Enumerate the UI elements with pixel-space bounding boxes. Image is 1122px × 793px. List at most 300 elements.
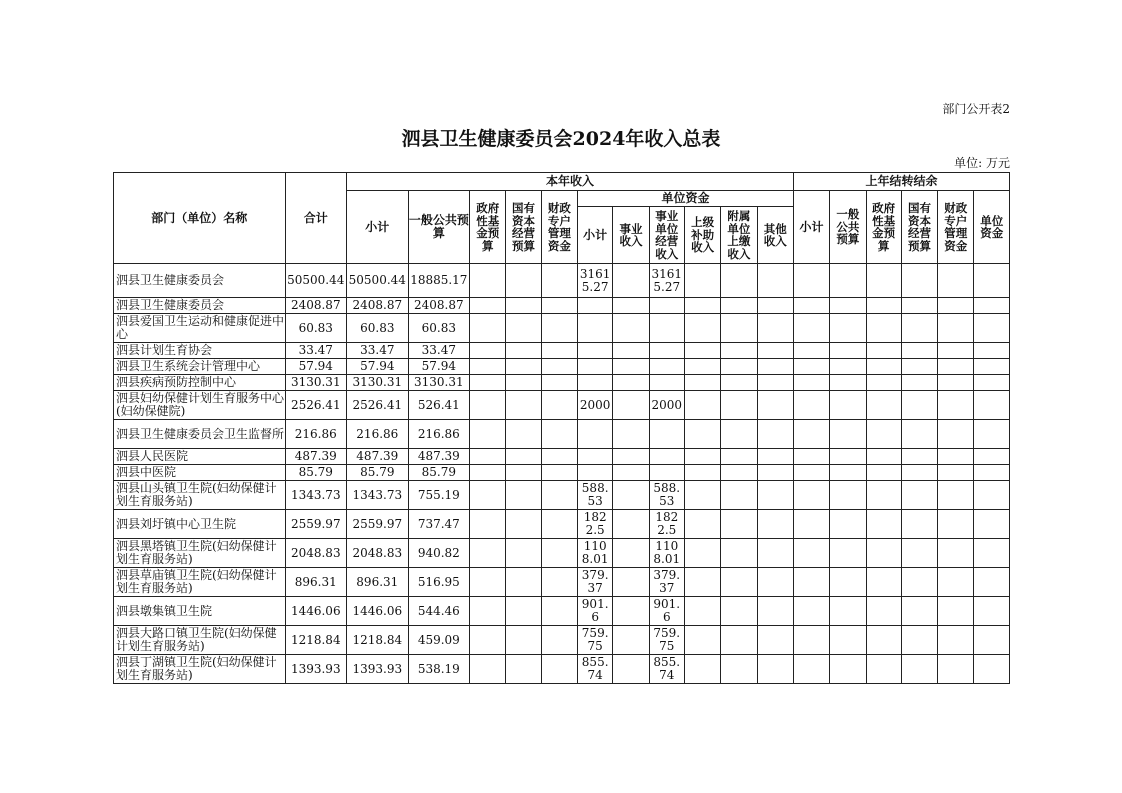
- empty-cell: [470, 510, 506, 539]
- empty-cell: [470, 481, 506, 510]
- empty-cell: [830, 539, 866, 568]
- row-unit-funds-subtotal: 379.37: [578, 568, 613, 597]
- empty-cell: [506, 597, 541, 626]
- table-row: [114, 449, 1010, 465]
- row-total: 2408.87: [285, 298, 347, 314]
- empty-cell: [506, 449, 541, 465]
- empty-cell: [974, 481, 1010, 510]
- row-subtotal: 2048.83: [347, 539, 409, 568]
- empty-cell: [830, 264, 866, 298]
- empty-cell: [470, 264, 506, 298]
- empty-cell: [613, 391, 649, 420]
- empty-cell: [506, 298, 541, 314]
- empty-cell: [613, 465, 649, 481]
- empty-cell: [830, 597, 866, 626]
- empty-cell: [757, 539, 793, 568]
- empty-cell: [541, 539, 577, 568]
- empty-cell: [470, 539, 506, 568]
- empty-cell: [613, 510, 649, 539]
- empty-cell: [866, 465, 901, 481]
- empty-cell: [901, 568, 937, 597]
- empty-cell: [866, 375, 901, 391]
- row-unit-funds-subtotal: 901.6: [578, 597, 613, 626]
- table-body: [114, 264, 1010, 684]
- empty-cell: [470, 449, 506, 465]
- row-general-budget: 216.86: [408, 420, 470, 449]
- empty-cell: [470, 298, 506, 314]
- row-total: 2048.83: [285, 539, 347, 568]
- empty-cell: [866, 264, 901, 298]
- empty-cell: [506, 359, 541, 375]
- empty-cell: [613, 481, 649, 510]
- empty-cell: [901, 539, 937, 568]
- row-subtotal: 216.86: [347, 420, 409, 449]
- empty-cell: [974, 539, 1010, 568]
- empty-cell: [721, 314, 757, 343]
- row-total: 50500.44: [285, 264, 347, 298]
- empty-cell: [793, 314, 829, 343]
- empty-cell: [470, 420, 506, 449]
- empty-cell: [974, 568, 1010, 597]
- row-business-income: [649, 449, 684, 465]
- empty-cell: [541, 597, 577, 626]
- empty-cell: [470, 655, 506, 684]
- empty-cell: [470, 391, 506, 420]
- row-business-income: [649, 465, 684, 481]
- empty-cell: [721, 481, 757, 510]
- header-prev-fiscal: 财政专户管理资金: [938, 191, 974, 264]
- row-business-income: 379.37: [649, 568, 684, 597]
- row-subtotal: 33.47: [347, 343, 409, 359]
- empty-cell: [684, 465, 720, 481]
- empty-cell: [684, 391, 720, 420]
- row-name: 泗县卫生系统会计管理中心: [114, 359, 286, 375]
- row-general-budget: 755.19: [408, 481, 470, 510]
- row-business-income: 31615.27: [649, 264, 684, 298]
- empty-cell: [866, 510, 901, 539]
- empty-cell: [901, 359, 937, 375]
- header-prev-general: 一般公共预算: [830, 191, 866, 264]
- empty-cell: [830, 626, 866, 655]
- empty-cell: [613, 449, 649, 465]
- row-general-budget: 57.94: [408, 359, 470, 375]
- empty-cell: [721, 420, 757, 449]
- row-business-income: [649, 343, 684, 359]
- empty-cell: [757, 375, 793, 391]
- row-business-income: [649, 375, 684, 391]
- empty-cell: [901, 655, 937, 684]
- row-business-income: 1108.01: [649, 539, 684, 568]
- row-total: 487.39: [285, 449, 347, 465]
- empty-cell: [721, 359, 757, 375]
- table-row: [114, 568, 1010, 597]
- header-uf-subtotal: 小计: [578, 207, 613, 264]
- empty-cell: [506, 481, 541, 510]
- row-general-budget: 2408.87: [408, 298, 470, 314]
- row-unit-funds-subtotal: 759.75: [578, 626, 613, 655]
- empty-cell: [974, 343, 1010, 359]
- row-total: 3130.31: [285, 375, 347, 391]
- empty-cell: [866, 568, 901, 597]
- empty-cell: [938, 264, 974, 298]
- row-unit-funds-subtotal: [578, 359, 613, 375]
- empty-cell: [793, 539, 829, 568]
- empty-cell: [613, 264, 649, 298]
- empty-cell: [974, 597, 1010, 626]
- row-general-budget: 33.47: [408, 343, 470, 359]
- empty-cell: [470, 626, 506, 655]
- empty-cell: [901, 597, 937, 626]
- empty-cell: [974, 510, 1010, 539]
- empty-cell: [866, 314, 901, 343]
- table-row: [114, 314, 1010, 343]
- empty-cell: [938, 568, 974, 597]
- row-business-income: [649, 314, 684, 343]
- empty-cell: [470, 314, 506, 343]
- row-name: 泗县计划生育协会: [114, 343, 286, 359]
- empty-cell: [757, 481, 793, 510]
- income-table: [113, 172, 1010, 684]
- row-name: 泗县黑塔镇卫生院(妇幼保健计划生育服务站): [114, 539, 286, 568]
- empty-cell: [541, 568, 577, 597]
- empty-cell: [470, 465, 506, 481]
- table-row: [114, 465, 1010, 481]
- header-general-budget: 一般公共预算: [408, 191, 470, 264]
- header-superior-subsidy: 上级补助收入: [684, 207, 720, 264]
- row-total: 1218.84: [285, 626, 347, 655]
- empty-cell: [938, 314, 974, 343]
- row-business-income: [649, 298, 684, 314]
- row-business-income: 901.6: [649, 597, 684, 626]
- empty-cell: [866, 449, 901, 465]
- empty-cell: [506, 343, 541, 359]
- empty-cell: [830, 298, 866, 314]
- row-subtotal: 2526.41: [347, 391, 409, 420]
- table-row: [114, 391, 1010, 420]
- empty-cell: [613, 375, 649, 391]
- empty-cell: [757, 314, 793, 343]
- row-unit-funds-subtotal: 855.74: [578, 655, 613, 684]
- row-general-budget: 538.19: [408, 655, 470, 684]
- empty-cell: [721, 343, 757, 359]
- empty-cell: [866, 343, 901, 359]
- empty-cell: [866, 420, 901, 449]
- header-state-capital: 国有资本经营预算: [506, 191, 541, 264]
- empty-cell: [721, 449, 757, 465]
- empty-cell: [830, 314, 866, 343]
- table-row: [114, 343, 1010, 359]
- empty-cell: [721, 655, 757, 684]
- header-unit-funds: 单位资金: [578, 191, 794, 207]
- row-subtotal: 57.94: [347, 359, 409, 375]
- row-name: 泗县疾病预防控制中心: [114, 375, 286, 391]
- row-unit-funds-subtotal: 1108.01: [578, 539, 613, 568]
- empty-cell: [830, 343, 866, 359]
- empty-cell: [757, 391, 793, 420]
- empty-cell: [757, 298, 793, 314]
- row-general-budget: 737.47: [408, 510, 470, 539]
- empty-cell: [470, 597, 506, 626]
- empty-cell: [684, 539, 720, 568]
- empty-cell: [901, 314, 937, 343]
- empty-cell: [901, 481, 937, 510]
- empty-cell: [901, 510, 937, 539]
- empty-cell: [974, 264, 1010, 298]
- empty-cell: [938, 298, 974, 314]
- empty-cell: [830, 420, 866, 449]
- empty-cell: [721, 391, 757, 420]
- empty-cell: [757, 449, 793, 465]
- empty-cell: [901, 626, 937, 655]
- empty-cell: [721, 626, 757, 655]
- empty-cell: [866, 626, 901, 655]
- empty-cell: [793, 359, 829, 375]
- row-total: 1446.06: [285, 597, 347, 626]
- row-general-budget: 18885.17: [408, 264, 470, 298]
- empty-cell: [866, 539, 901, 568]
- empty-cell: [830, 481, 866, 510]
- empty-cell: [793, 375, 829, 391]
- empty-cell: [721, 510, 757, 539]
- empty-cell: [938, 343, 974, 359]
- empty-cell: [793, 391, 829, 420]
- empty-cell: [793, 343, 829, 359]
- empty-cell: [938, 655, 974, 684]
- empty-cell: [866, 655, 901, 684]
- row-unit-funds-subtotal: 31615.27: [578, 264, 613, 298]
- empty-cell: [506, 510, 541, 539]
- empty-cell: [974, 420, 1010, 449]
- empty-cell: [684, 264, 720, 298]
- row-total: 216.86: [285, 420, 347, 449]
- empty-cell: [793, 626, 829, 655]
- empty-cell: [830, 510, 866, 539]
- empty-cell: [541, 510, 577, 539]
- empty-cell: [830, 568, 866, 597]
- table-row: [114, 626, 1010, 655]
- header-prev-subtotal: 小计: [793, 191, 829, 264]
- row-general-budget: 940.82: [408, 539, 470, 568]
- empty-cell: [938, 481, 974, 510]
- row-subtotal: 60.83: [347, 314, 409, 343]
- empty-cell: [721, 597, 757, 626]
- row-total: 85.79: [285, 465, 347, 481]
- row-unit-funds-subtotal: [578, 420, 613, 449]
- header-prev-state-capital: 国有资本经营预算: [901, 191, 937, 264]
- header-this-year: 本年收入: [347, 173, 794, 191]
- empty-cell: [613, 597, 649, 626]
- empty-cell: [866, 597, 901, 626]
- row-name: 泗县卫生健康委员会: [114, 298, 286, 314]
- empty-cell: [830, 655, 866, 684]
- row-name: 泗县卫生健康委员会卫生监督所: [114, 420, 286, 449]
- row-subtotal: 487.39: [347, 449, 409, 465]
- row-total: 60.83: [285, 314, 347, 343]
- table-row: [114, 375, 1010, 391]
- empty-cell: [541, 359, 577, 375]
- empty-cell: [541, 343, 577, 359]
- empty-cell: [541, 375, 577, 391]
- row-total: 2559.97: [285, 510, 347, 539]
- empty-cell: [793, 465, 829, 481]
- empty-cell: [938, 375, 974, 391]
- empty-cell: [757, 655, 793, 684]
- empty-cell: [901, 343, 937, 359]
- header-name: 部门（单位）名称: [114, 173, 286, 264]
- table-row: [114, 655, 1010, 684]
- table-row: [114, 298, 1010, 314]
- row-name: 泗县山头镇卫生院(妇幼保健计划生育服务站): [114, 481, 286, 510]
- row-name: 泗县丁湖镇卫生院(妇幼保健计划生育服务站): [114, 655, 286, 684]
- empty-cell: [830, 449, 866, 465]
- empty-cell: [684, 298, 720, 314]
- empty-cell: [684, 449, 720, 465]
- empty-cell: [684, 626, 720, 655]
- empty-cell: [757, 264, 793, 298]
- empty-cell: [684, 510, 720, 539]
- empty-cell: [938, 449, 974, 465]
- row-subtotal: 1218.84: [347, 626, 409, 655]
- row-business-income: 2000: [649, 391, 684, 420]
- row-subtotal: 896.31: [347, 568, 409, 597]
- empty-cell: [684, 314, 720, 343]
- empty-cell: [757, 420, 793, 449]
- empty-cell: [506, 465, 541, 481]
- empty-cell: [974, 655, 1010, 684]
- row-general-budget: 544.46: [408, 597, 470, 626]
- empty-cell: [684, 568, 720, 597]
- table-row: [114, 359, 1010, 375]
- row-name: 泗县中医院: [114, 465, 286, 481]
- table-row: [114, 481, 1010, 510]
- empty-cell: [613, 539, 649, 568]
- empty-cell: [506, 391, 541, 420]
- row-subtotal: 2559.97: [347, 510, 409, 539]
- empty-cell: [506, 264, 541, 298]
- row-total: 33.47: [285, 343, 347, 359]
- row-unit-funds-subtotal: [578, 465, 613, 481]
- empty-cell: [757, 510, 793, 539]
- row-unit-funds-subtotal: [578, 343, 613, 359]
- header-gov-fund: 政府性基金预算: [470, 191, 506, 264]
- row-general-budget: 459.09: [408, 626, 470, 655]
- row-subtotal: 2408.87: [347, 298, 409, 314]
- empty-cell: [793, 510, 829, 539]
- row-general-budget: 3130.31: [408, 375, 470, 391]
- row-business-income: [649, 420, 684, 449]
- empty-cell: [721, 568, 757, 597]
- row-subtotal: 1446.06: [347, 597, 409, 626]
- empty-cell: [721, 298, 757, 314]
- empty-cell: [866, 391, 901, 420]
- empty-cell: [506, 568, 541, 597]
- empty-cell: [684, 597, 720, 626]
- empty-cell: [721, 539, 757, 568]
- row-name: 泗县刘圩镇中心卫生院: [114, 510, 286, 539]
- row-name: 泗县卫生健康委员会: [114, 264, 286, 298]
- empty-cell: [938, 465, 974, 481]
- empty-cell: [506, 314, 541, 343]
- row-total: 1393.93: [285, 655, 347, 684]
- row-unit-funds-subtotal: 2000: [578, 391, 613, 420]
- empty-cell: [830, 465, 866, 481]
- empty-cell: [938, 420, 974, 449]
- row-unit-funds-subtotal: 1822.5: [578, 510, 613, 539]
- empty-cell: [938, 391, 974, 420]
- table-row: [114, 539, 1010, 568]
- empty-cell: [938, 510, 974, 539]
- empty-cell: [541, 481, 577, 510]
- empty-cell: [757, 465, 793, 481]
- row-unit-funds-subtotal: [578, 298, 613, 314]
- header-subtotal: 小计: [347, 191, 409, 264]
- empty-cell: [793, 449, 829, 465]
- header-other-income: 其他收入: [757, 207, 793, 264]
- empty-cell: [721, 375, 757, 391]
- empty-cell: [757, 343, 793, 359]
- empty-cell: [830, 391, 866, 420]
- empty-cell: [830, 359, 866, 375]
- empty-cell: [470, 343, 506, 359]
- empty-cell: [541, 264, 577, 298]
- empty-cell: [613, 298, 649, 314]
- empty-cell: [974, 359, 1010, 375]
- header-prev-year: 上年结转结余: [793, 173, 1009, 191]
- row-name: 泗县妇幼保健计划生育服务中心(妇幼保健院): [114, 391, 286, 420]
- empty-cell: [757, 359, 793, 375]
- row-subtotal: 50500.44: [347, 264, 409, 298]
- empty-cell: [506, 420, 541, 449]
- empty-cell: [793, 420, 829, 449]
- empty-cell: [866, 359, 901, 375]
- empty-cell: [974, 298, 1010, 314]
- row-general-budget: 526.41: [408, 391, 470, 420]
- row-subtotal: 3130.31: [347, 375, 409, 391]
- corner-note: 部门公开表2: [942, 102, 1010, 116]
- row-unit-funds-subtotal: 588.53: [578, 481, 613, 510]
- empty-cell: [541, 449, 577, 465]
- empty-cell: [506, 539, 541, 568]
- empty-cell: [793, 264, 829, 298]
- row-total: 1343.73: [285, 481, 347, 510]
- empty-cell: [613, 655, 649, 684]
- empty-cell: [793, 298, 829, 314]
- empty-cell: [793, 597, 829, 626]
- header-business-income: 事业单位经营收入: [649, 207, 684, 264]
- empty-cell: [541, 298, 577, 314]
- header-career-income: 事业收入: [613, 207, 649, 264]
- table-row: [114, 420, 1010, 449]
- row-total: 896.31: [285, 568, 347, 597]
- empty-cell: [830, 375, 866, 391]
- empty-cell: [901, 298, 937, 314]
- header-prev-gov-fund: 政府性基金预算: [866, 191, 901, 264]
- empty-cell: [901, 465, 937, 481]
- header-total: 合计: [285, 173, 347, 264]
- empty-cell: [506, 655, 541, 684]
- empty-cell: [684, 655, 720, 684]
- empty-cell: [938, 626, 974, 655]
- row-subtotal: 1393.93: [347, 655, 409, 684]
- empty-cell: [470, 568, 506, 597]
- empty-cell: [793, 481, 829, 510]
- empty-cell: [974, 626, 1010, 655]
- empty-cell: [974, 449, 1010, 465]
- table-row: [114, 264, 1010, 298]
- row-subtotal: 85.79: [347, 465, 409, 481]
- empty-cell: [541, 314, 577, 343]
- row-general-budget: 487.39: [408, 449, 470, 465]
